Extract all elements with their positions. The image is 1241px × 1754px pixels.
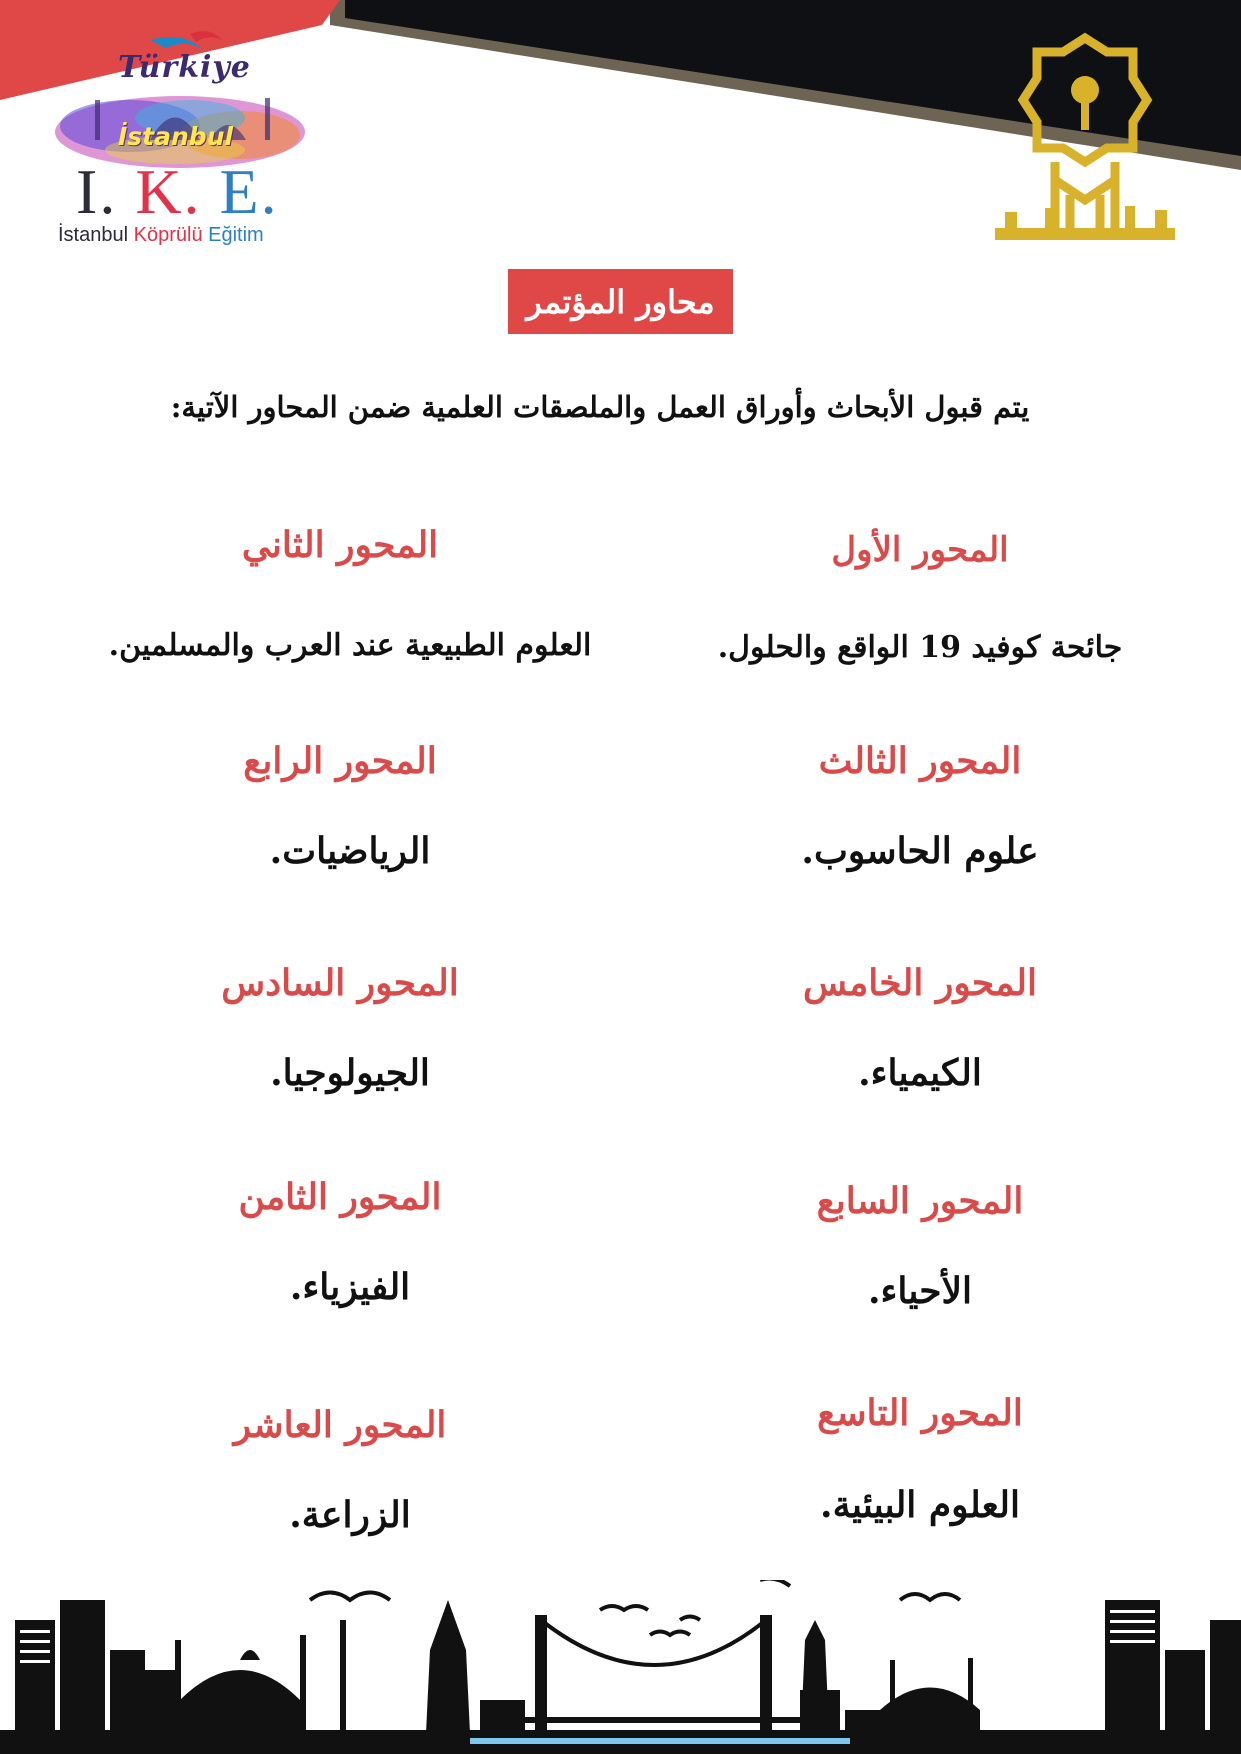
axis-6-desc: الجيولوجيا. [270,1052,430,1094]
axis-1-desc: جائحة كوفيد 19 الواقع والحلول. [717,630,1123,665]
page-title: محاور المؤتمر [508,269,733,334]
axis-5-desc: الكيمياء. [858,1052,982,1094]
university-logo [985,30,1185,250]
ike-letter-e: E. [219,156,279,227]
ike-sub-egitim: Eğitim [208,224,264,246]
ike-logo-subtitle [58,224,264,247]
istanbul-skyline [0,1580,1241,1754]
axis-2-title: المحور الثاني [241,524,439,566]
istanbul-wordmark: İstanbul [118,122,234,151]
ike-sub-istanbul: İstanbul [58,224,129,246]
ike-letter-i: I. [76,156,118,227]
ike-letter-k: K. [135,156,202,227]
axis-3-desc: علوم الحاسوب. [801,830,1039,872]
axis-4-desc: الرياضيات. [269,830,431,872]
axis-7-desc: الأحياء. [867,1270,973,1312]
axis-1-title: المحور الأول [831,530,1009,570]
axis-8-desc: الفيزياء. [289,1266,411,1308]
axis-3-title: المحور الثالث [818,740,1022,782]
turkiye-wordmark: Türkiye [118,50,251,85]
axis-7-title: المحور السابع [816,1180,1024,1222]
intro-text: يتم قبول الأبحاث وأوراق العمل والملصقات العلمية ضمن المحاور الآتية: [170,390,1030,424]
axis-6-title: المحور السادس [221,962,459,1004]
axis-2-desc: العلوم الطبيعية عند العرب والمسلمين. [108,628,592,663]
axis-10-desc: الزراعة. [289,1494,411,1536]
ike-sub-koprulu: Köprülü [133,224,203,246]
axis-4-title: المحور الرابع [243,740,437,782]
axis-9-desc: العلوم البيئية. [820,1484,1020,1526]
ike-logo-letters [76,156,279,227]
axis-9-title: المحور التاسع [817,1392,1023,1434]
axis-10-title: المحور العاشر [233,1404,447,1446]
axis-5-title: المحور الخامس [803,962,1037,1004]
axis-8-title: المحور الثامن [238,1176,442,1218]
